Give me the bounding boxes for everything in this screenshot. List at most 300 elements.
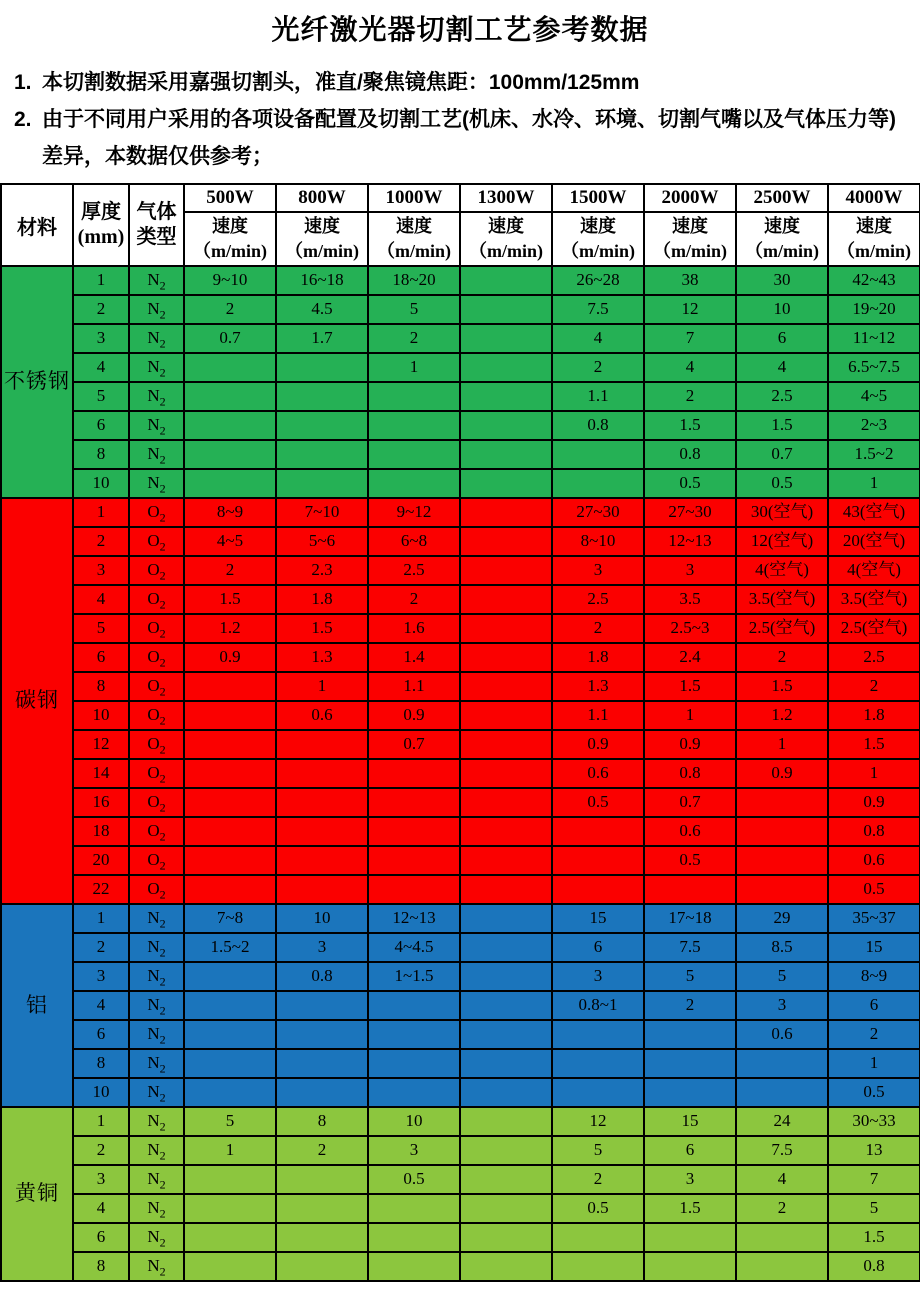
- speed-cell: 1.5: [644, 411, 736, 440]
- table-row: [1, 846, 920, 875]
- speed-cell: [184, 1223, 276, 1252]
- thickness-cell: 14: [73, 759, 129, 788]
- table-row: [1, 382, 920, 411]
- speed-cell: 3: [368, 1136, 460, 1165]
- speed-cell: [276, 730, 368, 759]
- gas-cell: $O_2$: [129, 817, 184, 846]
- thickness-cell: 5: [73, 614, 129, 643]
- thickness-cell: 4: [73, 585, 129, 614]
- table-row: [1, 295, 920, 324]
- speed-cell: 0.8: [644, 759, 736, 788]
- speed-cell: [460, 440, 552, 469]
- speed-cell: [184, 788, 276, 817]
- speed-cell: 0.5: [552, 1194, 644, 1223]
- material-cell-carbon-steel: 碳钢: [1, 498, 73, 904]
- gas-cell: $N_2$: [129, 1049, 184, 1078]
- speed-cell: 24: [736, 1107, 828, 1136]
- speed-cell: 1.8: [828, 701, 920, 730]
- gas-cell: $N_2$: [129, 411, 184, 440]
- thickness-cell: 8: [73, 1252, 129, 1281]
- speed-cell: 2.5: [828, 643, 920, 672]
- speed-cell: [736, 875, 828, 904]
- speed-cell: 4.5: [276, 295, 368, 324]
- gas-cell: $N_2$: [129, 469, 184, 498]
- thickness-cell: 3: [73, 324, 129, 353]
- speed-cell: [460, 527, 552, 556]
- table-row: [1, 643, 920, 672]
- speed-cell: [460, 788, 552, 817]
- speed-cell: 2.5~3: [644, 614, 736, 643]
- gas-cell: $N_2$: [129, 1194, 184, 1223]
- speed-cell: [460, 701, 552, 730]
- gas-cell: $O_2$: [129, 701, 184, 730]
- thickness-cell: 3: [73, 962, 129, 991]
- speed-cell: 0.9: [368, 701, 460, 730]
- speed-cell: 5: [644, 962, 736, 991]
- speed-cell: 26~28: [552, 266, 644, 295]
- speed-cell: [460, 266, 552, 295]
- speed-cell: 7: [828, 1165, 920, 1194]
- speed-cell: 9~10: [184, 266, 276, 295]
- header-power-2500w: 2500W: [736, 184, 828, 212]
- speed-cell: [552, 875, 644, 904]
- header-gas-type: [129, 184, 184, 266]
- speed-cell: [184, 759, 276, 788]
- thickness-cell: 8: [73, 672, 129, 701]
- speed-cell: [184, 817, 276, 846]
- speed-cell: [460, 846, 552, 875]
- header-thickness-line1: 厚度: [81, 201, 121, 223]
- thickness-cell: 20: [73, 846, 129, 875]
- speed-cell: [184, 672, 276, 701]
- speed-cell: [368, 991, 460, 1020]
- speed-cell: 27~30: [644, 498, 736, 527]
- speed-cell: [460, 382, 552, 411]
- speed-cell: [460, 875, 552, 904]
- table-row: [1, 875, 920, 904]
- table-row: [1, 672, 920, 701]
- speed-cell: 1.5: [184, 585, 276, 614]
- header-power-500w: 500W: [184, 184, 276, 212]
- thickness-cell: 4: [73, 353, 129, 382]
- table-row: [1, 701, 920, 730]
- speed-cell: 1.5: [276, 614, 368, 643]
- speed-cell: 4: [552, 324, 644, 353]
- speed-cell: [184, 353, 276, 382]
- speed-cell: 4: [736, 1165, 828, 1194]
- speed-cell: 1.5~2: [828, 440, 920, 469]
- speed-cell: 0.7: [184, 324, 276, 353]
- note-2-text: 由于不同用户采用的各项设备配置及切割工艺(机床、水冷、环境、切割气嘴以及气体压力等)差异，本数据仅供参考；: [42, 108, 896, 168]
- thickness-cell: 6: [73, 1223, 129, 1252]
- speed-cell: 3.5(空气): [736, 585, 828, 614]
- thickness-cell: 1: [73, 498, 129, 527]
- speed-cell: 3: [644, 1165, 736, 1194]
- speed-cell: [276, 991, 368, 1020]
- speed-cell: 27~30: [552, 498, 644, 527]
- gas-cell: $N_2$: [129, 1223, 184, 1252]
- speed-cell: 0.9: [736, 759, 828, 788]
- material-cell-stainless-steel: 不锈钢: [1, 266, 73, 498]
- gas-cell: $N_2$: [129, 382, 184, 411]
- speed-cell: [368, 846, 460, 875]
- table-row: [1, 759, 920, 788]
- thickness-cell: 12: [73, 730, 129, 759]
- speed-cell: 7.5: [552, 295, 644, 324]
- header-speed-unit: 速度 （m/min): [276, 212, 368, 266]
- speed-cell: 5: [736, 962, 828, 991]
- speed-cell: 10: [736, 295, 828, 324]
- speed-cell: 19~20: [828, 295, 920, 324]
- table-row: [1, 527, 920, 556]
- speed-cell: [552, 469, 644, 498]
- speed-cell: 3: [276, 933, 368, 962]
- speed-cell: 15: [644, 1107, 736, 1136]
- speed-cell: [368, 469, 460, 498]
- speed-cell: [276, 875, 368, 904]
- table-row: [1, 904, 920, 933]
- speed-cell: [368, 1194, 460, 1223]
- speed-cell: 8.5: [736, 933, 828, 962]
- gas-cell: $O_2$: [129, 788, 184, 817]
- speed-cell: 2: [276, 1136, 368, 1165]
- header-speed-unit: 速度 （m/min): [736, 212, 828, 266]
- speed-cell: 0.6: [736, 1020, 828, 1049]
- speed-cell: [736, 846, 828, 875]
- table-row: [1, 353, 920, 382]
- table-row: [1, 266, 920, 295]
- speed-cell: [184, 1049, 276, 1078]
- header-thickness-line2: (mm): [77, 226, 125, 248]
- speed-cell: [552, 1252, 644, 1281]
- speed-cell: 2: [828, 672, 920, 701]
- speed-cell: 1.2: [736, 701, 828, 730]
- header-power-1500w: 1500W: [552, 184, 644, 212]
- header-speed-unit: 速度 （m/min): [368, 212, 460, 266]
- note-1: [10, 64, 912, 101]
- speed-cell: 0.9: [184, 643, 276, 672]
- speed-cell: [644, 1078, 736, 1107]
- table-row: [1, 469, 920, 498]
- speed-cell: [460, 1223, 552, 1252]
- speed-cell: 6: [736, 324, 828, 353]
- speed-cell: 7.5: [644, 933, 736, 962]
- speed-cell: [460, 1136, 552, 1165]
- header-power-4000w: 4000W: [828, 184, 920, 212]
- table-row: [1, 411, 920, 440]
- note-1-number: 1.: [14, 71, 32, 94]
- gas-cell: $O_2$: [129, 759, 184, 788]
- speed-cell: [184, 991, 276, 1020]
- gas-cell: $O_2$: [129, 875, 184, 904]
- speed-cell: [460, 295, 552, 324]
- speed-cell: 20(空气): [828, 527, 920, 556]
- speed-cell: [552, 1223, 644, 1252]
- speed-cell: [276, 1165, 368, 1194]
- speed-cell: 1.6: [368, 614, 460, 643]
- speed-cell: 2.5: [736, 382, 828, 411]
- gas-cell: $N_2$: [129, 1020, 184, 1049]
- thickness-cell: 6: [73, 643, 129, 672]
- speed-cell: 17~18: [644, 904, 736, 933]
- speed-cell: 2.3: [276, 556, 368, 585]
- speed-cell: 18~20: [368, 266, 460, 295]
- speed-cell: [644, 1049, 736, 1078]
- speed-cell: 2: [552, 614, 644, 643]
- table-row: [1, 440, 920, 469]
- speed-cell: 1.1: [552, 701, 644, 730]
- speed-cell: [460, 1020, 552, 1049]
- note-1-text: 本切割数据采用嘉强切割头，准直/聚焦镜焦距：100mm/125mm: [42, 71, 640, 94]
- speed-cell: [460, 411, 552, 440]
- speed-cell: [644, 1252, 736, 1281]
- speed-cell: 43(空气): [828, 498, 920, 527]
- speed-cell: [276, 382, 368, 411]
- speed-cell: [736, 1223, 828, 1252]
- speed-cell: [276, 353, 368, 382]
- speed-cell: 0.8: [644, 440, 736, 469]
- speed-cell: 5: [184, 1107, 276, 1136]
- speed-cell: [460, 730, 552, 759]
- speed-cell: [184, 962, 276, 991]
- speed-cell: [184, 1020, 276, 1049]
- thickness-cell: 22: [73, 875, 129, 904]
- speed-cell: [368, 411, 460, 440]
- speed-cell: 13: [828, 1136, 920, 1165]
- speed-cell: 5: [368, 295, 460, 324]
- table-row: [1, 1252, 920, 1281]
- speed-cell: 1.7: [276, 324, 368, 353]
- speed-cell: [368, 817, 460, 846]
- gas-cell: $N_2$: [129, 991, 184, 1020]
- speed-cell: 1: [644, 701, 736, 730]
- table-row: [1, 1020, 920, 1049]
- speed-cell: 1.1: [552, 382, 644, 411]
- speed-cell: 30(空气): [736, 498, 828, 527]
- table-body: [1, 266, 920, 1281]
- speed-cell: [736, 1252, 828, 1281]
- gas-cell: $N_2$: [129, 1107, 184, 1136]
- speed-cell: [184, 469, 276, 498]
- speed-cell: 3: [736, 991, 828, 1020]
- speed-cell: 2: [736, 643, 828, 672]
- gas-cell: $N_2$: [129, 1252, 184, 1281]
- gas-cell: $O_2$: [129, 585, 184, 614]
- speed-cell: 12~13: [368, 904, 460, 933]
- speed-cell: [460, 1078, 552, 1107]
- speed-cell: 1.8: [276, 585, 368, 614]
- table-row: [1, 991, 920, 1020]
- speed-cell: 0.5: [552, 788, 644, 817]
- speed-cell: 0.6: [552, 759, 644, 788]
- speed-cell: 0.7: [644, 788, 736, 817]
- thickness-cell: 16: [73, 788, 129, 817]
- speed-cell: 9~12: [368, 498, 460, 527]
- speed-cell: 6.5~7.5: [828, 353, 920, 382]
- note-2: [10, 101, 912, 175]
- speed-cell: [460, 759, 552, 788]
- speed-cell: 2: [552, 353, 644, 382]
- speed-cell: 1.5: [736, 411, 828, 440]
- speed-cell: [460, 991, 552, 1020]
- speed-cell: 30~33: [828, 1107, 920, 1136]
- speed-cell: [368, 440, 460, 469]
- speed-cell: 0.7: [368, 730, 460, 759]
- speed-cell: [276, 1020, 368, 1049]
- speed-cell: 4~5: [828, 382, 920, 411]
- speed-cell: [184, 382, 276, 411]
- speed-cell: 1: [736, 730, 828, 759]
- thickness-cell: 8: [73, 440, 129, 469]
- header-gas-line1: 气体: [136, 201, 177, 223]
- speed-cell: 8: [276, 1107, 368, 1136]
- gas-cell: $O_2$: [129, 730, 184, 759]
- speed-cell: [368, 759, 460, 788]
- table-row: [1, 556, 920, 585]
- speed-cell: [460, 585, 552, 614]
- table-row: [1, 1107, 920, 1136]
- thickness-cell: 2: [73, 527, 129, 556]
- header-power-800w: 800W: [276, 184, 368, 212]
- speed-cell: [184, 875, 276, 904]
- table-row: [1, 614, 920, 643]
- speed-cell: 15: [552, 904, 644, 933]
- speed-cell: [460, 817, 552, 846]
- speed-cell: 1: [828, 759, 920, 788]
- gas-cell: $N_2$: [129, 266, 184, 295]
- speed-cell: [460, 353, 552, 382]
- table-header: [1, 184, 920, 266]
- speed-cell: [552, 817, 644, 846]
- speed-cell: 0.9: [644, 730, 736, 759]
- speed-cell: 0.5: [828, 875, 920, 904]
- gas-cell: $O_2$: [129, 672, 184, 701]
- table-row: [1, 1078, 920, 1107]
- speed-cell: 3: [552, 556, 644, 585]
- thickness-cell: 1: [73, 266, 129, 295]
- speed-cell: 1: [276, 672, 368, 701]
- gas-cell: $O_2$: [129, 614, 184, 643]
- speed-cell: 12: [552, 1107, 644, 1136]
- gas-cell: $N_2$: [129, 933, 184, 962]
- speed-cell: 2~3: [828, 411, 920, 440]
- table-row: [1, 1136, 920, 1165]
- thickness-cell: 3: [73, 556, 129, 585]
- table-row: [1, 585, 920, 614]
- header-speed-unit: 速度 （m/min): [552, 212, 644, 266]
- gas-cell: $N_2$: [129, 962, 184, 991]
- speed-cell: 6: [828, 991, 920, 1020]
- speed-cell: [368, 1020, 460, 1049]
- speed-cell: 30: [736, 266, 828, 295]
- thickness-cell: 1: [73, 904, 129, 933]
- speed-cell: [184, 440, 276, 469]
- thickness-cell: 10: [73, 1078, 129, 1107]
- gas-cell: $N_2$: [129, 324, 184, 353]
- speed-cell: 2.5(空气): [736, 614, 828, 643]
- speed-cell: 1.3: [276, 643, 368, 672]
- gas-cell: $N_2$: [129, 1165, 184, 1194]
- speed-cell: 1.5: [828, 1223, 920, 1252]
- speed-cell: 4(空气): [736, 556, 828, 585]
- speed-cell: 29: [736, 904, 828, 933]
- cutting-data-table: [0, 183, 920, 1282]
- speed-cell: 8~10: [552, 527, 644, 556]
- gas-cell: $N_2$: [129, 1136, 184, 1165]
- speed-cell: 1.5: [828, 730, 920, 759]
- speed-cell: 0.5: [644, 846, 736, 875]
- speed-cell: [736, 1049, 828, 1078]
- note-2-number: 2.: [14, 108, 32, 131]
- thickness-cell: 6: [73, 411, 129, 440]
- speed-cell: [184, 846, 276, 875]
- speed-cell: 6: [552, 933, 644, 962]
- speed-cell: [460, 672, 552, 701]
- table-row: [1, 498, 920, 527]
- speed-cell: 1: [828, 469, 920, 498]
- speed-cell: 7: [644, 324, 736, 353]
- speed-cell: [460, 498, 552, 527]
- speed-cell: [552, 440, 644, 469]
- thickness-cell: 2: [73, 295, 129, 324]
- speed-cell: 8~9: [828, 962, 920, 991]
- header-speed-unit: 速度 （m/min): [828, 212, 920, 266]
- speed-cell: 2: [644, 382, 736, 411]
- speed-cell: 1~1.5: [368, 962, 460, 991]
- speed-cell: [184, 1165, 276, 1194]
- table-row: [1, 1223, 920, 1252]
- speed-cell: 4(空气): [828, 556, 920, 585]
- speed-cell: 0.6: [644, 817, 736, 846]
- speed-cell: [644, 875, 736, 904]
- thickness-cell: 2: [73, 1136, 129, 1165]
- table-row: [1, 1049, 920, 1078]
- speed-cell: 2: [368, 585, 460, 614]
- speed-cell: 0.5: [828, 1078, 920, 1107]
- speed-cell: 3: [552, 962, 644, 991]
- speed-cell: 2: [828, 1020, 920, 1049]
- speed-cell: 11~12: [828, 324, 920, 353]
- speed-cell: 1.4: [368, 643, 460, 672]
- speed-cell: 1.5: [736, 672, 828, 701]
- speed-cell: [368, 1049, 460, 1078]
- speed-cell: [460, 324, 552, 353]
- gas-cell: $N_2$: [129, 1078, 184, 1107]
- gas-cell: $O_2$: [129, 643, 184, 672]
- speed-cell: 6~8: [368, 527, 460, 556]
- table-row: [1, 324, 920, 353]
- speed-cell: [552, 1049, 644, 1078]
- notes: [10, 64, 912, 175]
- header-speed-unit: 速度 （m/min): [644, 212, 736, 266]
- table-row: [1, 933, 920, 962]
- speed-cell: 1.1: [368, 672, 460, 701]
- speed-cell: [460, 614, 552, 643]
- speed-cell: 35~37: [828, 904, 920, 933]
- speed-cell: [276, 440, 368, 469]
- speed-cell: 1: [368, 353, 460, 382]
- speed-cell: [460, 1049, 552, 1078]
- speed-cell: [460, 1194, 552, 1223]
- speed-cell: 2: [184, 556, 276, 585]
- header-power-1300w: 1300W: [460, 184, 552, 212]
- speed-cell: 0.8: [828, 817, 920, 846]
- speed-cell: 1.5: [644, 1194, 736, 1223]
- thickness-cell: 10: [73, 701, 129, 730]
- speed-cell: 12: [644, 295, 736, 324]
- speed-cell: 5: [828, 1194, 920, 1223]
- speed-cell: 15: [828, 933, 920, 962]
